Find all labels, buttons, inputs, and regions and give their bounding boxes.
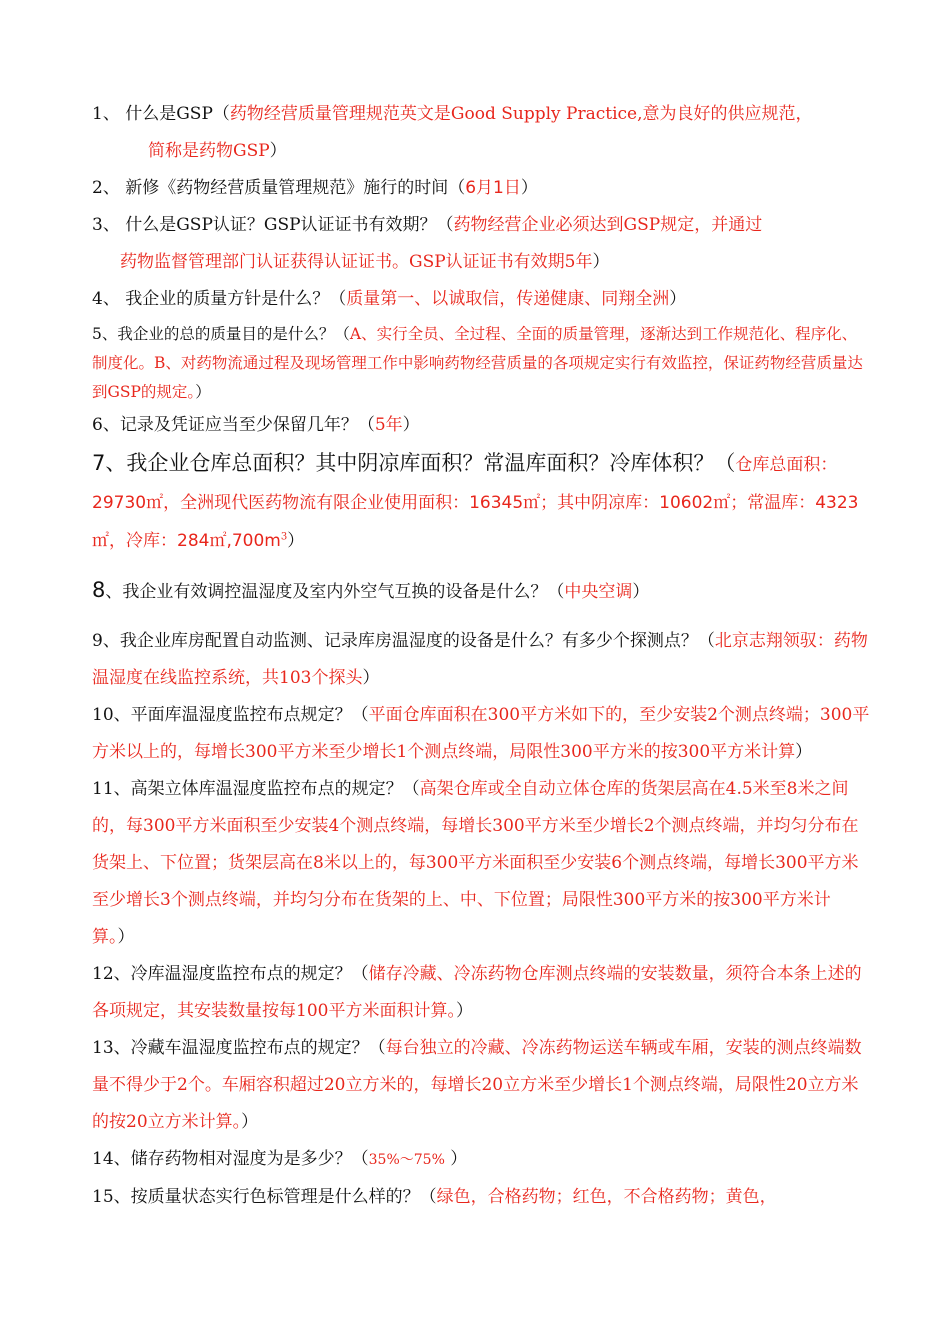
answer-text: 质量第一、以诚取信，传递健康、同翔全洲 [346,289,670,309]
qa-list [92,96,870,1216]
question-text: 10、平面库温湿度监控布点规定？（ [92,705,369,725]
answer-text: 高架仓库或全自动立体仓库的货架层高在4.5米至8米之间的，每300平方米面积至少安装4个测点终端，每增长300平方米至少增长2个测点终端，并均匀分布在货架上、下位置；货架层高在8米以上的，每300平方米面积至少安装6个测点终端，每增长300平方米至少增长3个测点终端，并均匀分布在货架的上、中、下位置；局限性300平方米的按300平方米计算。 [92,779,859,947]
answer-text: A、实行全员、全过程、全面的质量管理，逐渐达到工作规范化、程序化、制度化。B、对药物流通过程及现场管理工作中影响药物经营质量的各项规定实行有效监控，保证药物经营质量达到GSP的规定。 [92,325,863,401]
answer-text-cont: 简称是药物GSP [148,141,270,161]
qa-item-14 [92,1141,870,1179]
question-text: 15、按质量状态实行色标管理是什么样的？（ [92,1187,437,1207]
qa-item-1 [92,96,870,170]
qa-item-9 [92,623,870,697]
question-text: 、我企业有效调控温湿度及室内外空气互换的设备是什么？（ [105,582,565,602]
closing-paren: ） [632,582,650,602]
closing-paren: ） [669,289,687,309]
closing-paren: ） [592,252,610,272]
superscript: 3 [280,531,288,543]
answer-text: 药物经营企业必须达到GSP规定，并通过 [453,215,763,235]
closing-paren: ） [117,927,135,947]
qa-item-11 [92,771,870,956]
answer-text: 药物经营质量管理规范英文是Good Supply Practice,意为良好的供应规范， [229,104,813,124]
answer-text: 6月1日 [465,178,521,198]
closing-paren: ） [520,178,538,198]
qa-item-12 [92,956,870,1030]
question-text: 1、 什么是GSP（ [92,104,230,124]
question-text: 4、 我企业的质量方针是什么？（ [92,289,347,309]
closing-paren: ） [269,141,287,161]
qa-item-13 [92,1030,870,1141]
answer-text: 储存冷藏、冷冻药物仓库测点终端的安装数量，须符合本条上述的各项规定，其安装数量按每100平方米面积计算。 [92,964,862,1021]
answer-text: 每台独立的冷藏、冷冻药物运送车辆或车厢，安装的测点终端数量不得少于2个。车厢容积超过20立方米的，每增长20立方米至少增长1个测点终端，局限性20立方米的按20立方米计算。 [92,1038,862,1132]
answer-text: 北京志翔领驭：药物温湿度在线监控系统，共103个探头 [92,631,868,688]
answer-text: 35%～75% [368,1152,445,1168]
answer-text: 5年 [374,415,403,435]
question-number: 8 [92,578,106,602]
closing-paren: ） [241,1112,259,1132]
answer-text: 仓库总面积：29730㎡，全洲现代医药物流有限企业使用面积：16345㎡；其中阴凉库：10602㎡；常温库：4323㎡，冷库：284㎡,700m [92,455,859,551]
question-text: 9、我企业库房配置自动监测、记录库房温湿度的设备是什么？有多少个探测点？（ [92,631,715,651]
qa-item-2 [92,170,870,207]
question-text: 2、 新修《药物经营质量管理规范》施行的时间（ [92,178,466,198]
closing-paren: ） [195,383,211,401]
closing-paren: ） [795,742,813,762]
qa-item-4 [92,281,870,318]
question-text: 6、记录及凭证应当至少保留几年？（ [92,415,375,435]
question-text: 5、我企业的总的质量目的是什么？（ [92,325,350,343]
question-text: 3、 什么是GSP认证？GSP认证证书有效期？（ [92,215,454,235]
closing-paren: ） [287,531,305,551]
question-text: 14、储存药物相对湿度为是多少？（ [92,1149,369,1169]
closing-paren: ） [455,1001,473,1021]
qa-item-7 [92,444,870,560]
question-text: 12、冷库温湿度监控布点的规定？（ [92,964,369,984]
answer-text: 中央空调 [564,582,633,602]
qa-item-8 [92,572,870,611]
question-text: 11、高架立体库温湿度监控布点的规定？（ [92,779,420,799]
question-text: 7、我企业仓库总面积？其中阴凉库面积？常温库面积？冷库体积？（ [92,451,736,475]
answer-text: 平面仓库面积在300平方米如下的，至少安装2个测点终端；300平方米以上的，每增长300平方米至少增长1个测点终端，局限性300平方米的按300平方米计算 [92,705,870,762]
qa-item-15 [92,1179,870,1216]
qa-item-5 [92,320,870,407]
qa-item-6 [92,407,870,444]
closing-paren: ） [362,668,380,688]
qa-item-3 [92,207,870,281]
qa-item-10 [92,697,870,771]
question-text: 13、冷藏车温湿度监控布点的规定？（ [92,1038,386,1058]
answer-text: 绿色，合格药物；红色，不合格药物；黄色， [436,1187,777,1207]
closing-paren: ） [402,415,420,435]
answer-text-cont: 药物监督管理部门认证获得认证证书。GSP认证证书有效期5年 [120,252,593,272]
closing-paren: ） [444,1149,468,1169]
